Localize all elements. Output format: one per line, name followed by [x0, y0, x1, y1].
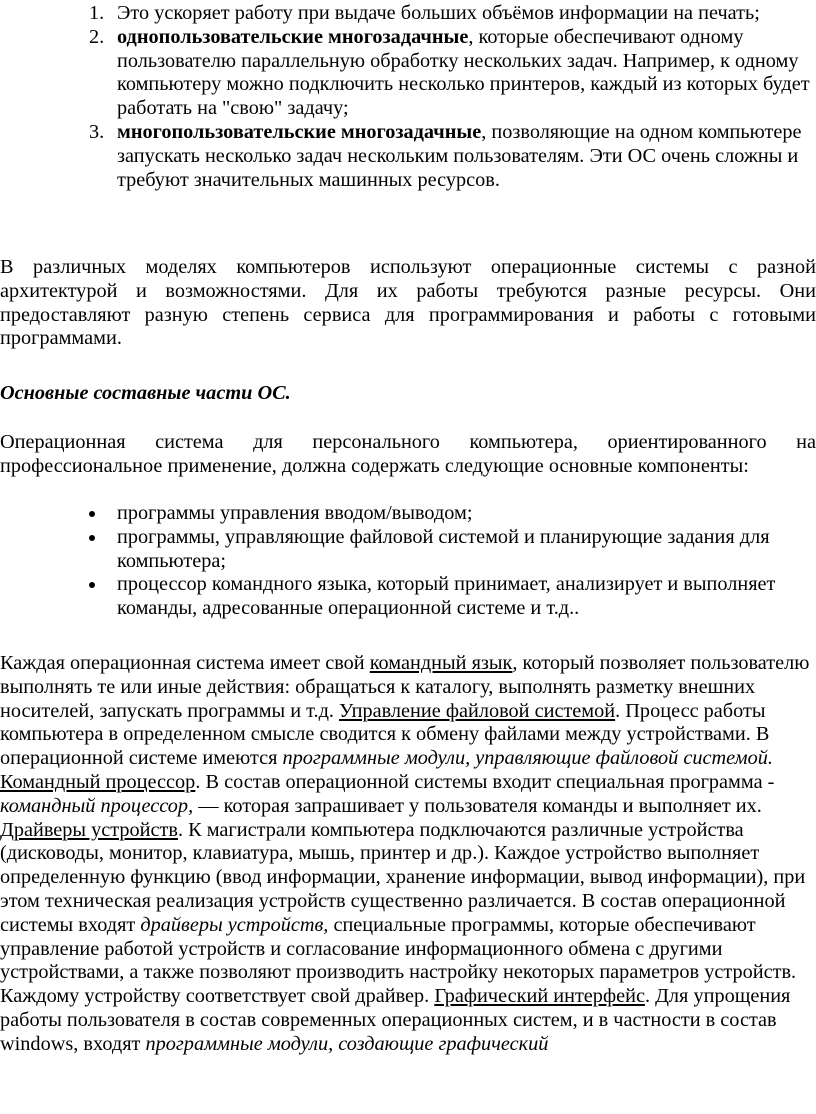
text-run: , который позволяет пользователю выполнять те или иные действия: обращаться к каталогу, выполнять разметку внешних носителей, запускать программы и т.д.	[0, 652, 810, 722]
text-run: . В состав операционной системы входит специальная программа -	[195, 770, 775, 793]
text-run: — которая запрашивает у пользователя команды и выполняет их.	[193, 794, 762, 817]
paragraph-main	[0, 652, 814, 1057]
text-run: . Процесс работы компьютера в определенном смысле сводится к обмену файлами между устройствами. В операционной системе имеются	[0, 699, 770, 770]
list-item-term: многопользовательские многозадачные	[117, 120, 482, 143]
list-item	[0, 121, 816, 192]
list-item	[0, 26, 816, 121]
list-item-text: программы, управляющие файловой системой и планирующие задания для компьютера;	[117, 525, 770, 572]
text-run: . К магистрали компьютера подключаются различные устройства (дисководы, монитор, клавиатура, мышь, принтер и др.). Каждое устройство выполняет определенную функцию (ввод информации, хранение информации, вывод информации), при этом техническая реализация устройств существенно различается. В состав операционной системы входят	[0, 818, 806, 936]
link-command-processor[interactable]: Командный процессор	[0, 770, 196, 793]
paragraph-intro: Операционная система для персонального компьютера, ориентированного на профессиональное применение, должна содержать следующие основные компоненты:	[0, 431, 816, 477]
list-item-text: Это ускоряет работу при выдаче больших объёмов информации на печать;	[117, 2, 760, 24]
bullet-icon	[89, 535, 95, 541]
list-item-text: процессор командного языка, который принимает, анализирует и выполняет команды, адресованные операционной системе и т.д..	[117, 573, 776, 620]
list-item	[0, 502, 816, 526]
text-run: специальные программы, которые обеспечивают управление работой устройств и согласование информационного обмена с другими устройствами, а также позволяют производить настройку некоторых параметров устройств. Каждому устройству соответствует свой драйвер.	[0, 913, 797, 1008]
numbered-list-os-types	[0, 2, 816, 192]
list-item-term: однопользовательские многозадачные	[117, 25, 469, 48]
list-item-text: программы управления вводом/выводом;	[117, 502, 473, 524]
link-device-drivers[interactable]: Драйверы устройств	[0, 818, 178, 841]
link-file-system-management[interactable]: Управление файловой системой	[339, 699, 616, 722]
text-run-italic: командный процессор,	[0, 794, 194, 817]
text-run: . Для упрощения работы пользователя в состав современных операционных систем, и в частности в состав windows, входят	[0, 985, 791, 1055]
bullet-icon	[89, 582, 95, 588]
link-command-language[interactable]: командный язык	[369, 652, 513, 674]
list-item-text: , которые обеспечивают одному пользователю параллельную обработку нескольких задач. Например, к одному компьютеру можно подключить несколько принтеров, каждый из которых будет работать на "свою" задачу;	[117, 25, 810, 120]
bullet-icon	[89, 511, 95, 517]
text-run: Каждая операционная система имеет свой	[0, 652, 370, 674]
list-item	[0, 2, 816, 26]
paragraph-architectures: В различных моделях компьютеров используют операционные системы с разной архитектурой и возможностями. Для их работы требуются разные ресурсы. Они предоставляют разную степень сервиса для программирования и работы с готовыми программами.	[0, 256, 816, 350]
bullet-list-components	[0, 502, 816, 621]
list-item-text: , позволяющие на одном компьютере запускать несколько задач нескольким пользователям. Эти ОС очень сложны и требуют значительных машинных ресурсов.	[117, 120, 802, 191]
list-item	[0, 573, 816, 621]
list-number: 1.	[89, 2, 105, 24]
text-run-italic: драйверы устройств,	[140, 913, 329, 936]
section-heading: Основные составные части ОС.	[0, 382, 291, 404]
text-run-italic: программные модули, управляющие файловой системой.	[282, 747, 773, 770]
list-number: 2.	[89, 25, 105, 48]
link-graphical-interface[interactable]: Графический интерфейс	[434, 985, 645, 1008]
list-item	[0, 526, 816, 574]
text-run-italic: программные модули, создающие графический	[145, 1032, 549, 1055]
list-number: 3.	[89, 120, 105, 143]
